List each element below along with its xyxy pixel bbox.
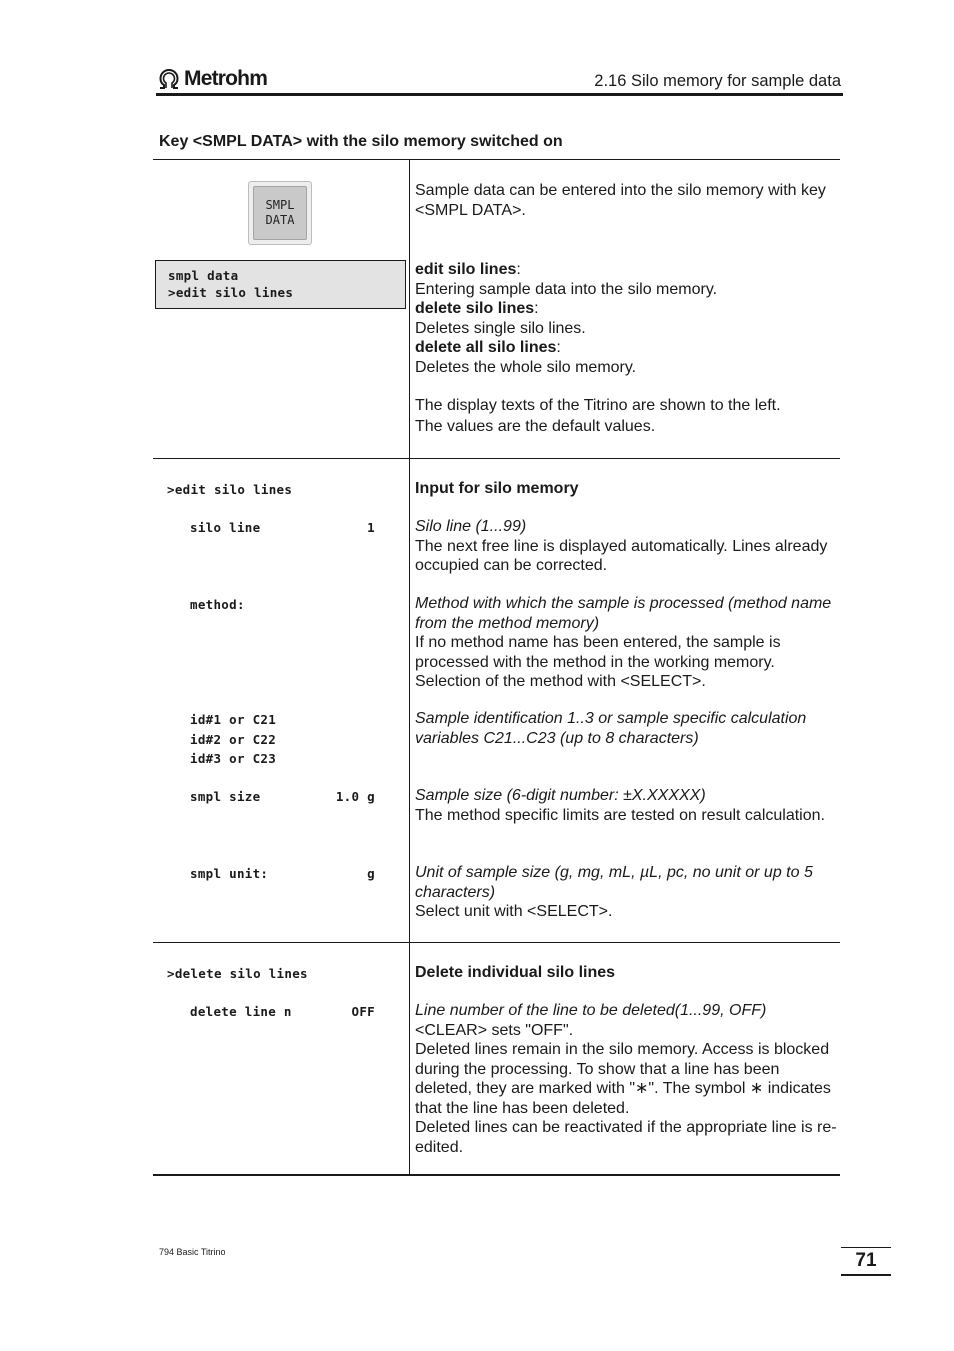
smpl-size-desc (415, 786, 840, 825)
item-desc: Entering sample data into the silo memory. (415, 280, 718, 298)
footer-product: 794 Basic Titrino (159, 1247, 226, 1257)
item-term: delete all silo lines (415, 339, 557, 356)
intro-text: Sample data can be entered into the silo memory with key <SMPL DATA>. (415, 182, 826, 219)
logo-text: Metrohm (184, 67, 268, 90)
method-text: If no method name has been entered, the sample is processed with the method in the working memory. Selection of the method with <SELECT>. (415, 634, 781, 690)
display-line2: >edit silo lines (168, 285, 294, 300)
smpl-unit-label: smpl unit: (190, 866, 269, 881)
delete-menu-line: >delete silo lines (167, 966, 308, 981)
smpl-data-key (248, 181, 312, 245)
delete-line-label: delete line n (190, 1004, 292, 1019)
page-number-rule-top (841, 1247, 891, 1248)
smpl-unit-value: g (367, 866, 375, 881)
table-column-divider (409, 159, 410, 1175)
intro-text-block (415, 181, 840, 220)
header-rule (156, 93, 843, 96)
table-rule-bottom (153, 1174, 840, 1176)
intro-note2: The values are the default values. (415, 418, 656, 435)
silo-line-desc (415, 517, 840, 576)
id1-label: id#1 or C21 (190, 712, 277, 727)
section-title: Key <SMPL DATA> with the silo memory switched on (159, 133, 563, 150)
metrohm-logo-icon (158, 68, 180, 90)
smpl-unit-text: Select unit with <SELECT>. (415, 903, 613, 920)
smpl-size-text: The method specific limits are tested on result calculation. (415, 806, 825, 824)
key-label-line1: SMPL (265, 198, 295, 212)
edit-menu-line: >edit silo lines (167, 482, 293, 497)
table-rule-top (153, 159, 840, 160)
page-number: 71 (855, 1250, 877, 1271)
smpl-size-value: 1.0 g (335, 789, 375, 804)
silo-line-label: silo line (190, 520, 261, 535)
item-desc: Deletes the whole silo memory. (415, 358, 637, 376)
delete-desc (415, 1001, 840, 1157)
table-rule-2 (153, 942, 840, 943)
smpl-size-italic: Sample size (6-digit number: ±X.XXXXX) (415, 787, 706, 804)
metrohm-logo (158, 64, 267, 94)
delete-text3: Deleted lines can be reactivated if the appropriate line is re-edited. (415, 1119, 837, 1156)
smpl-unit-desc (415, 863, 840, 922)
titrino-display (155, 260, 406, 309)
key-label-line2: DATA (265, 213, 295, 227)
running-head: 2.16 Silo memory for sample data (594, 72, 841, 90)
ids-desc (415, 709, 840, 748)
silo-line-value: 1 (367, 520, 375, 535)
delete-line-value: OFF (351, 1004, 375, 1019)
ids-italic: Sample identification 1..3 or sample specific calculation variables C21...C23 (up to 8 characters) (415, 710, 807, 747)
smpl-size-label: smpl size (190, 789, 261, 804)
delete-heading: Delete individual silo lines (415, 964, 616, 981)
page-number-rule-bottom (841, 1274, 891, 1276)
intro-note1: The display texts of the Titrino are shown to the left. (415, 397, 781, 414)
delete-text2: Deleted lines remain in the silo memory. Access is blocked during the processing. To show that a line has been deleted, they are marked with "∗". The symbol ∗ indicates that the line has been deleted. (415, 1041, 831, 1117)
method-desc (415, 594, 840, 692)
item-desc: Deletes single silo lines. (415, 319, 586, 337)
id3-label: id#3 or C23 (190, 751, 277, 766)
delete-text1: <CLEAR> sets "OFF". (415, 1021, 574, 1039)
intro-items: edit silo lines: Entering sample data into the silo memory. delete silo lines: Deletes single silo lines. delete all silo lines: Deletes the whole silo memory. (415, 260, 840, 377)
delete-italic: Line number of the line to be deleted(1...99, OFF) (415, 1002, 767, 1019)
smpl-unit-italic: Unit of sample size (g, mg, mL, µL, pc, no unit or up to 5 characters) (415, 864, 813, 901)
silo-line-text: The next free line is displayed automatically. Lines already occupied can be corrected. (415, 537, 828, 574)
silo-line-italic: Silo line (1...99) (415, 518, 527, 535)
item-term: edit silo lines (415, 261, 517, 278)
method-italic: Method with which the sample is processed (method name from the method memory) (415, 595, 832, 632)
id2-label: id#2 or C22 (190, 732, 277, 747)
table-rule-1 (153, 458, 840, 459)
method-label: method: (190, 597, 245, 612)
edit-heading: Input for silo memory (415, 480, 579, 497)
item-term: delete silo lines (415, 300, 535, 317)
display-line1: smpl data (168, 268, 239, 283)
